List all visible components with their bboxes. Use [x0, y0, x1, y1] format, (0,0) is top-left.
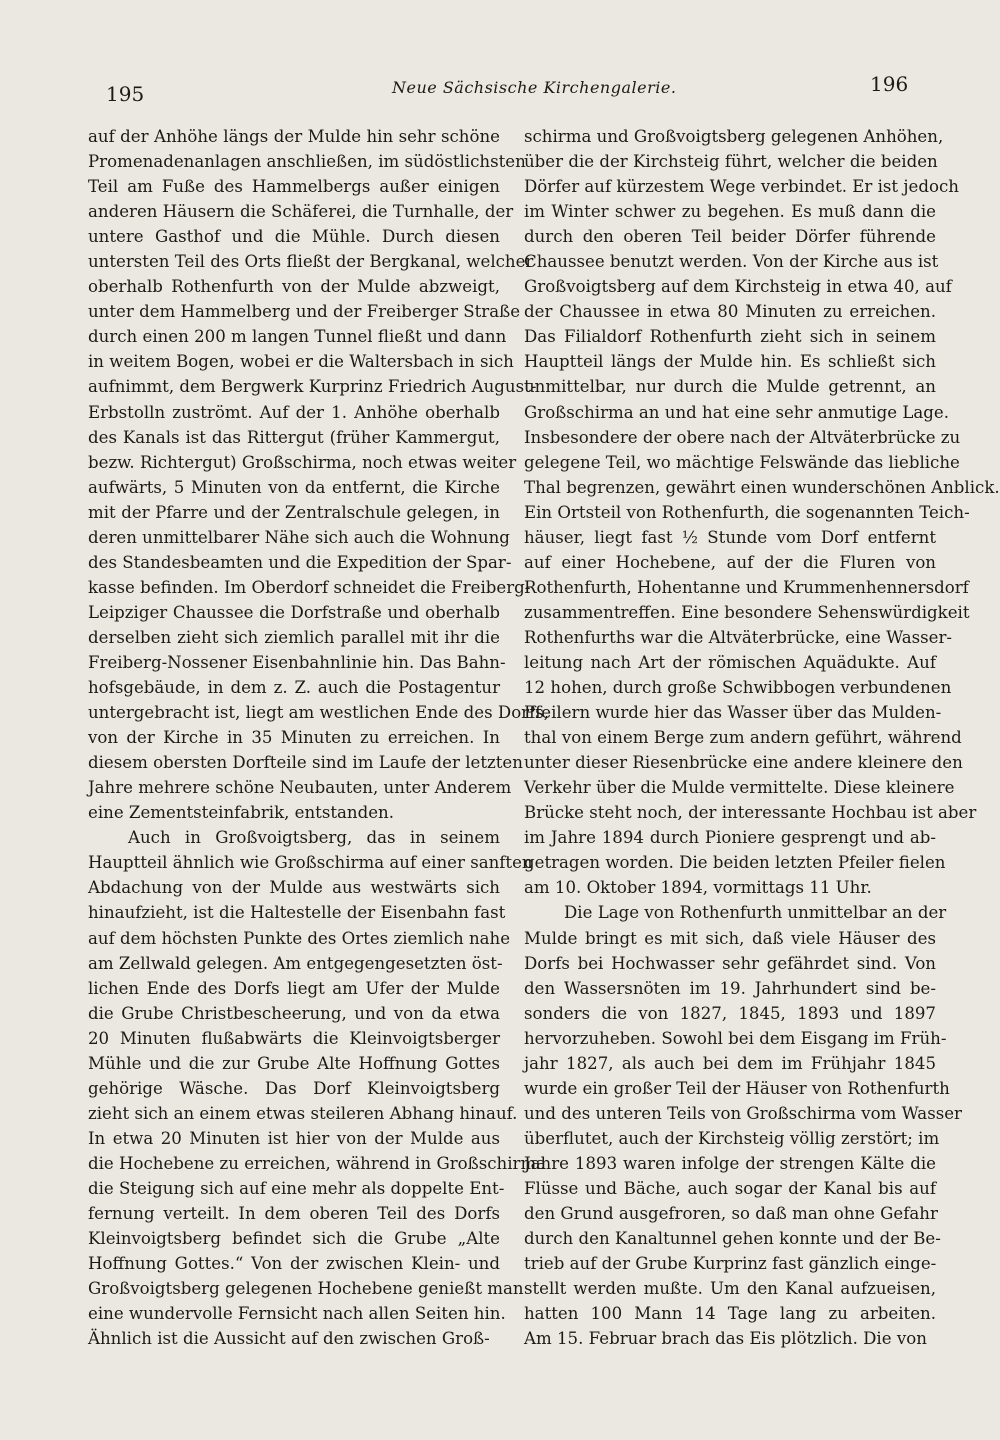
- text-line: häuser, liegt fast ½ Stunde vom Dorf entfernt: [524, 527, 936, 547]
- text-line: unter dieser Riesenbrücke eine andere kleinere den: [524, 753, 963, 773]
- text-line: Abdachung von der Mulde aus westwärts sich: [88, 878, 500, 898]
- text-line: Freiberg-Nossener Eisenbahnlinie hin. Das Bahn-: [88, 652, 506, 672]
- text-line: getragen worden. Die beiden letzten Pfeiler fielen: [524, 853, 946, 873]
- text-line: Hauptteil längs der Mulde hin. Es schließt sich: [524, 352, 936, 372]
- text-line: Hoffnung Gottes.“ Von der zwischen Klein- und: [88, 1254, 500, 1274]
- right-text-column: [524, 124, 1000, 1351]
- text-line: auf einer Hochebene, auf der die Fluren von: [524, 552, 936, 572]
- page-number-right: 196: [870, 72, 909, 96]
- text-line: die Steigung sich auf eine mehr als doppelte Ent-: [88, 1178, 505, 1198]
- text-line: Leipziger Chaussee die Dorfstraße und oberhalb: [88, 602, 500, 622]
- text-line: bezw. Richtergut) Großschirma, noch etwas weiter: [88, 452, 517, 472]
- text-line: Großvoigtsberg gelegenen Hochebene genießt man: [88, 1279, 524, 1299]
- text-line: Brücke steht noch, der interessante Hochbau ist aber: [524, 803, 977, 823]
- text-line: hervorzuheben. Sowohl bei dem Eisgang im Früh-: [524, 1028, 947, 1048]
- text-line: Ein Ortsteil von Rothenfurth, die sogenannten Teich-: [524, 502, 970, 522]
- text-line: den Grund ausgefroren, so daß man ohne Gefahr: [524, 1204, 938, 1224]
- text-line: Insbesondere der obere nach der Altväterbrücke zu: [524, 427, 961, 447]
- text-line: Das Filialdorf Rothenfurth zieht sich in seinem: [524, 327, 936, 347]
- text-line: gehörige Wäsche. Das Dorf Kleinvoigtsberg: [88, 1078, 500, 1098]
- text-line: des Kanals ist das Rittergut (früher Kammergut,: [88, 427, 500, 447]
- text-line: mit der Pfarre und der Zentralschule gelegen, in: [88, 502, 500, 522]
- text-line: Erbstolln zuströmt. Auf der 1. Anhöhe oberhalb: [88, 402, 500, 422]
- text-line: auf der Anhöhe längs der Mulde hin sehr schöne: [88, 127, 500, 146]
- text-line: Jahre 1893 waren infolge der strengen Kälte die: [524, 1153, 936, 1173]
- text-line: Ähnlich ist die Aussicht auf den zwischen Groß-: [88, 1329, 490, 1349]
- text-line: durch einen 200 m langen Tunnel fließt und dann: [88, 327, 507, 347]
- text-line: Kleinvoigtsberg befindet sich die Grube „Alte: [88, 1229, 500, 1249]
- text-line: jahr 1827, als auch bei dem im Frühjahr 1845: [524, 1053, 936, 1073]
- text-line: auf dem höchsten Punkte des Ortes ziemlich nahe: [88, 928, 511, 948]
- text-line: in weitem Bogen, wobei er die Waltersbach in sich: [88, 352, 514, 372]
- text-line: deren unmittelbarer Nähe sich auch die Wohnung: [88, 527, 510, 547]
- text-line: Dörfer auf kürzestem Wege verbindet. Er ist jedoch: [524, 177, 959, 197]
- text-line: Flüsse und Bäche, auch sogar der Kanal bis auf: [524, 1178, 936, 1198]
- left-text-column: [88, 124, 550, 1351]
- text-line: untergebracht ist, liegt am westlichen Ende des Dorfs,: [88, 703, 550, 723]
- text-line: Rothenfurth, Hohentanne und Krummenhennersdorf: [524, 577, 969, 597]
- text-line: im Winter schwer zu begehen. Es muß dann die: [524, 202, 936, 222]
- text-line: aufwärts, 5 Minuten von da entfernt, die Kirche: [88, 477, 500, 497]
- text-line: die Grube Christbescheerung, und von da etwa: [88, 1003, 500, 1023]
- text-line: Thal begrenzen, gewährt einen wunderschönen Anblick.: [524, 477, 1000, 497]
- text-line: Großschirma an und hat eine sehr anmutige Lage.: [524, 402, 950, 422]
- text-line: aufnimmt, dem Bergwerk Kurprinz Friedrich August-: [88, 377, 537, 397]
- text-line: stellt werden mußte. Um den Kanal aufzueisen,: [524, 1279, 936, 1299]
- text-line: überflutet, auch der Kirchsteig völlig zerstört; im: [524, 1128, 940, 1148]
- text-line: untersten Teil des Orts fließt der Bergkanal, welcher: [88, 252, 534, 272]
- page-number-left: 195: [106, 82, 145, 106]
- text-line: Teil am Fuße des Hammelbergs außer einigen: [88, 177, 500, 197]
- text-line: eine wundervolle Fernsicht nach allen Seiten hin.: [88, 1304, 506, 1324]
- text-line: unter dem Hammelberg und der Freiberger Straße: [88, 302, 521, 322]
- text-line: gelegene Teil, wo mächtige Felswände das liebliche: [524, 452, 960, 472]
- text-line: In etwa 20 Minuten ist hier von der Mulde aus: [88, 1128, 500, 1148]
- text-line: diesem obersten Dorfteile sind im Laufe der letzten: [88, 753, 523, 773]
- text-line: Rothenfurths war die Altväterbrücke, eine Wasser-: [524, 627, 952, 647]
- text-line: untere Gasthof und die Mühle. Durch diesen: [88, 227, 500, 247]
- text-line: durch den oberen Teil beider Dörfer führende: [524, 227, 936, 247]
- text-line: Jahre mehrere schöne Neubauten, unter Anderem: [88, 778, 512, 798]
- text-line: lichen Ende des Dorfs liegt am Ufer der Mulde: [88, 978, 500, 998]
- text-line: im Jahre 1894 durch Pioniere gesprengt und ab-: [524, 828, 936, 848]
- text-line: durch den Kanaltunnel gehen konnte und der Be-: [524, 1229, 941, 1249]
- text-line: thal von einem Berge zum andern geführt, während: [524, 728, 962, 748]
- text-line: hinaufzieht, ist die Haltestelle der Eisenbahn fast: [88, 903, 506, 923]
- text-line: zieht sich an einem etwas steileren Abhang hinauf.: [88, 1103, 518, 1123]
- text-line: unmittelbar, nur durch die Mulde getrennt, an: [524, 377, 936, 397]
- text-line: leitung nach Art der römischen Aquädukte. Auf: [524, 652, 936, 672]
- text-line: des Standesbeamten und die Expedition der Spar-: [88, 552, 512, 572]
- text-line: fernung verteilt. In dem oberen Teil des Dorfs: [88, 1204, 500, 1224]
- text-line: Am 15. Februar brach das Eis plötzlich. Die von: [524, 1329, 927, 1349]
- text-line: den Wassersnöten im 19. Jahrhundert sind be-: [524, 978, 936, 998]
- text-line: kasse befinden. Im Oberdorf schneidet die Freiberg-: [88, 577, 531, 597]
- text-line: Auch in Großvoigtsberg, das in seinem: [128, 828, 500, 848]
- text-line: über die der Kirchsteig führt, welcher die beiden: [524, 152, 938, 172]
- text-line: Die Lage von Rothenfurth unmittelbar an der: [564, 903, 947, 923]
- text-line: schirma und Großvoigtsberg gelegenen Anhöhen,: [524, 127, 944, 146]
- text-line: Verkehr über die Mulde vermittelte. Diese kleinere: [524, 778, 955, 798]
- text-line: derselben zieht sich ziemlich parallel mit ihr die: [88, 627, 500, 647]
- text-line: eine Zementsteinfabrik, entstanden.: [88, 803, 395, 823]
- text-line: zusammentreffen. Eine besondere Sehenswürdigkeit: [524, 602, 970, 622]
- text-line: hatten 100 Mann 14 Tage lang zu arbeiten.: [524, 1304, 936, 1324]
- text-line: oberhalb Rothenfurth von der Mulde abzweigt,: [88, 277, 500, 297]
- text-line: anderen Häusern die Schäferei, die Turnhalle, der: [88, 202, 514, 222]
- text-line: Mühle und die zur Grube Alte Hoffnung Gottes: [88, 1053, 500, 1073]
- text-line: Pfeilern wurde hier das Wasser über das Mulden-: [524, 703, 942, 723]
- text-line: Chaussee benutzt werden. Von der Kirche aus ist: [524, 252, 939, 272]
- text-line: der Chaussee in etwa 80 Minuten zu erreichen.: [524, 302, 936, 322]
- text-line: sonders die von 1827, 1845, 1893 und 1897: [524, 1003, 936, 1023]
- text-line: Hauptteil ähnlich wie Großschirma auf einer sanften: [88, 853, 533, 873]
- text-line: Promenadenanlagen anschließen, im südöstlichsten: [88, 152, 526, 172]
- running-title: Neue Sächsische Kirchengalerie.: [392, 78, 677, 97]
- text-line: am Zellwald gelegen. Am entgegengesetzten öst-: [88, 953, 503, 973]
- text-line: die Hochebene zu erreichen, während in Großschirma: [88, 1153, 547, 1173]
- text-line: wurde ein großer Teil der Häuser von Rothenfurth: [524, 1078, 950, 1098]
- text-line: 12 hohen, durch große Schwibbogen verbundenen: [524, 678, 952, 698]
- text-line: am 10. Oktober 1894, vormittags 11 Uhr.: [524, 878, 872, 898]
- text-line: Dorfs bei Hochwasser sehr gefährdet sind. Von: [524, 953, 936, 973]
- text-line: trieb auf der Grube Kurprinz fast gänzlich einge-: [524, 1254, 937, 1274]
- text-line: und des unteren Teils von Großschirma vom Wasser: [524, 1103, 962, 1123]
- text-line: von der Kirche in 35 Minuten zu erreichen. In: [88, 728, 500, 748]
- page-header: [0, 72, 1000, 106]
- text-line: Mulde bringt es mit sich, daß viele Häuser des: [524, 928, 936, 948]
- text-line: Großvoigtsberg auf dem Kirchsteig in etwa 40, auf: [524, 277, 952, 297]
- text-line: hofsgebäude, in dem z. Z. auch die Postagentur: [88, 678, 500, 698]
- text-line: 20 Minuten flußabwärts die Kleinvoigtsberger: [88, 1028, 500, 1048]
